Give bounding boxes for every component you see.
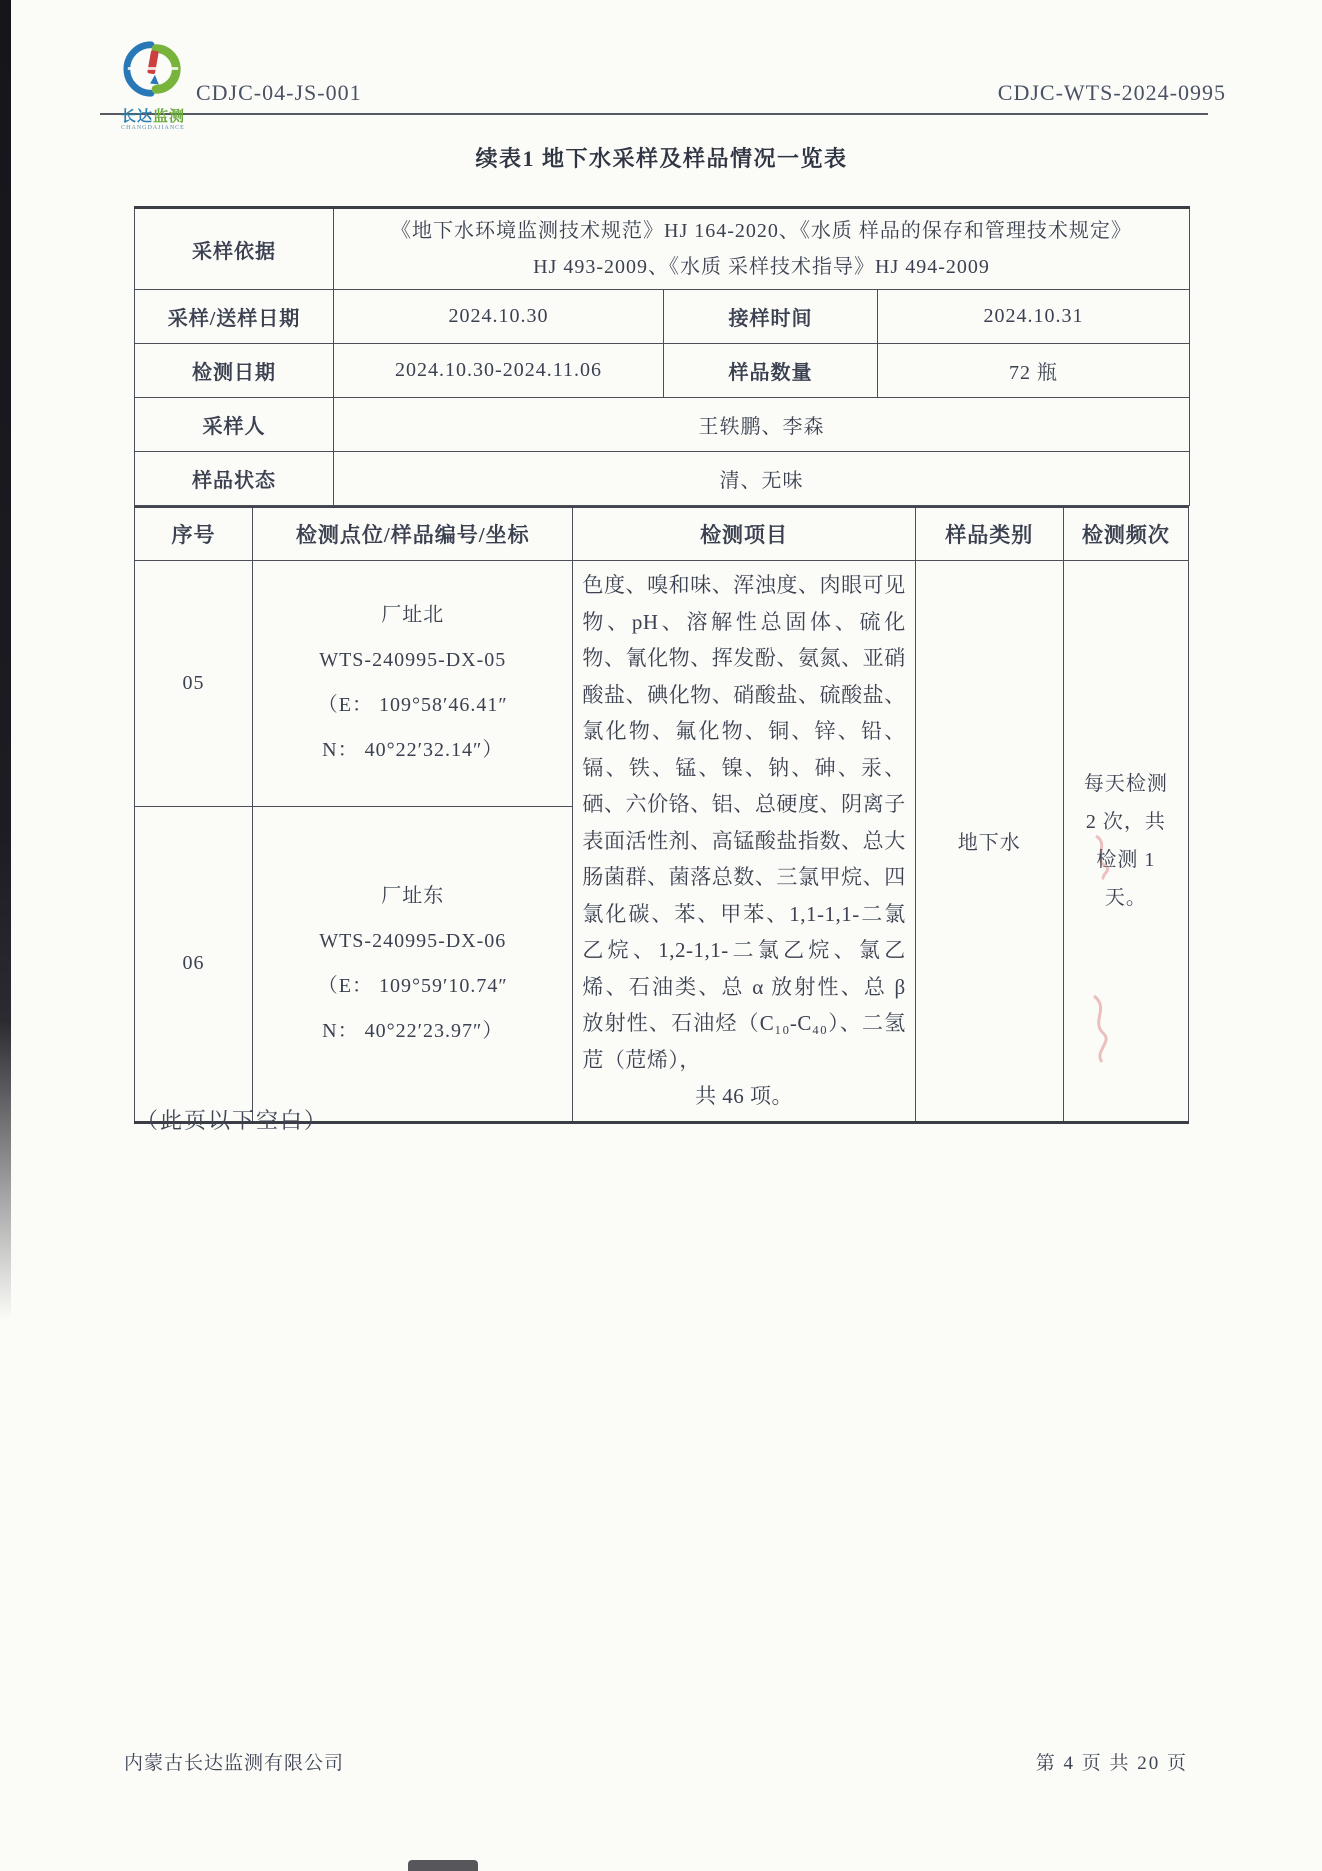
coordinate-n: N： 40°22′23.97″）	[322, 1019, 504, 1042]
sampling-date-value: 2024.10.30	[334, 290, 664, 344]
row-label: 检测日期	[135, 344, 334, 398]
col-header-no: 序号	[135, 507, 253, 561]
col-header-items: 检测项目	[573, 507, 915, 561]
test-items-total: 共 46 项。	[695, 1084, 794, 1108]
frequency-cell: 每天检测 2 次，共 检测 1 天。	[1063, 561, 1188, 1123]
site-name: 厂址北	[381, 604, 445, 627]
company-logo	[110, 38, 196, 131]
receive-date-value: 2024.10.31	[878, 290, 1190, 344]
doc-code-left: CDJC-04-JS-001	[196, 80, 362, 105]
scan-edge-artifact	[0, 0, 11, 1500]
logo-name: 长达监测	[120, 109, 186, 125]
test-items-text: 色度、嗅和味、浑浊度、肉眼可见物、pH、溶解性总固体、硫化物、氰化物、挥发酚、氨氮、亚硝酸盐、碘化物、硝酸盐、硫酸盐、氯化物、氟化物、铜、锌、铅、镉、铁、锰、镍、钠、砷、汞、硒、六价铬、铝、总硬度、阴离子表面活性剂、高锰酸盐指数、总大肠菌群、菌落总数、三氯甲烷、四氯化碳、苯、甲苯、1,1-1,1-二氯乙烷、1,2-1,1-二氯乙烷、氯乙烯、石油类、总 α 放射性、总 β 放射性、石油烃（C₁₀-C₄₀）、二氢苊（苊烯），	[582, 573, 906, 1072]
col-header-frequency: 检测频次	[1063, 507, 1188, 561]
table-header-row	[135, 507, 1189, 561]
logo-subtext: CHANGDAJIANCE	[121, 125, 185, 131]
coordinate-n: N： 40°22′32.14″）	[322, 739, 504, 762]
row-label: 采样依据	[135, 208, 334, 290]
table-row	[135, 208, 1190, 290]
col-header-type: 样品类别	[915, 507, 1063, 561]
sample-detail-table	[134, 506, 1189, 1124]
sample-count-value: 72 瓶	[878, 344, 1190, 398]
sample-state-value: 清、无味	[334, 452, 1190, 506]
table-row	[135, 344, 1190, 398]
coordinate-e: （E： 109°58′46.41″	[317, 694, 508, 717]
test-items-cell	[573, 561, 915, 1123]
header-rule	[100, 113, 1208, 115]
sampling-info-table	[134, 206, 1190, 506]
sample-code: WTS-240995-DX-06	[319, 929, 507, 952]
sampler-value: 王轶鹏、李森	[334, 398, 1190, 452]
row-label: 接样时间	[664, 290, 878, 344]
row-no: 06	[135, 806, 253, 1122]
footer-company: 内蒙古长达监测有限公司	[124, 1753, 345, 1774]
table-row	[135, 290, 1190, 344]
site-name: 厂址东	[381, 884, 445, 907]
test-date-value: 2024.10.30-2024.11.06	[334, 344, 664, 398]
page-title: 续表1 地下水采样及样品情况一览表	[475, 146, 848, 171]
location-cell	[253, 806, 573, 1122]
row-no: 05	[135, 561, 253, 807]
row-label: 样品状态	[135, 452, 334, 506]
sample-type-cell: 地下水	[915, 561, 1063, 1123]
table-row	[135, 561, 1189, 807]
footer-page-number: 第 4 页 共 20 页	[1035, 1753, 1188, 1774]
sampling-basis-value	[334, 208, 1190, 290]
logo-icon	[122, 38, 184, 100]
table-row	[135, 452, 1190, 506]
scan-smudge-artifact	[408, 1860, 478, 1871]
sample-code: WTS-240995-DX-05	[319, 649, 507, 672]
row-label: 采样/送样日期	[135, 290, 334, 344]
blank-page-note: （此页以下空白）	[136, 1108, 329, 1133]
basis-line2: HJ 493-2009、《水质 采样技术指导》HJ 494-2009	[533, 256, 990, 278]
location-cell	[253, 561, 573, 807]
row-label: 样品数量	[664, 344, 878, 398]
col-header-location: 检测点位/样品编号/坐标	[253, 507, 573, 561]
basis-line1: 《地下水环境监测技术规范》HJ 164-2020、《水质 样品的保存和管理技术规定》	[391, 220, 1132, 242]
coordinate-e: （E： 109°59′10.74″	[317, 974, 508, 997]
doc-code-right: CDJC-WTS-2024-0995	[997, 80, 1226, 105]
row-label: 采样人	[135, 398, 334, 452]
table-row	[135, 398, 1190, 452]
